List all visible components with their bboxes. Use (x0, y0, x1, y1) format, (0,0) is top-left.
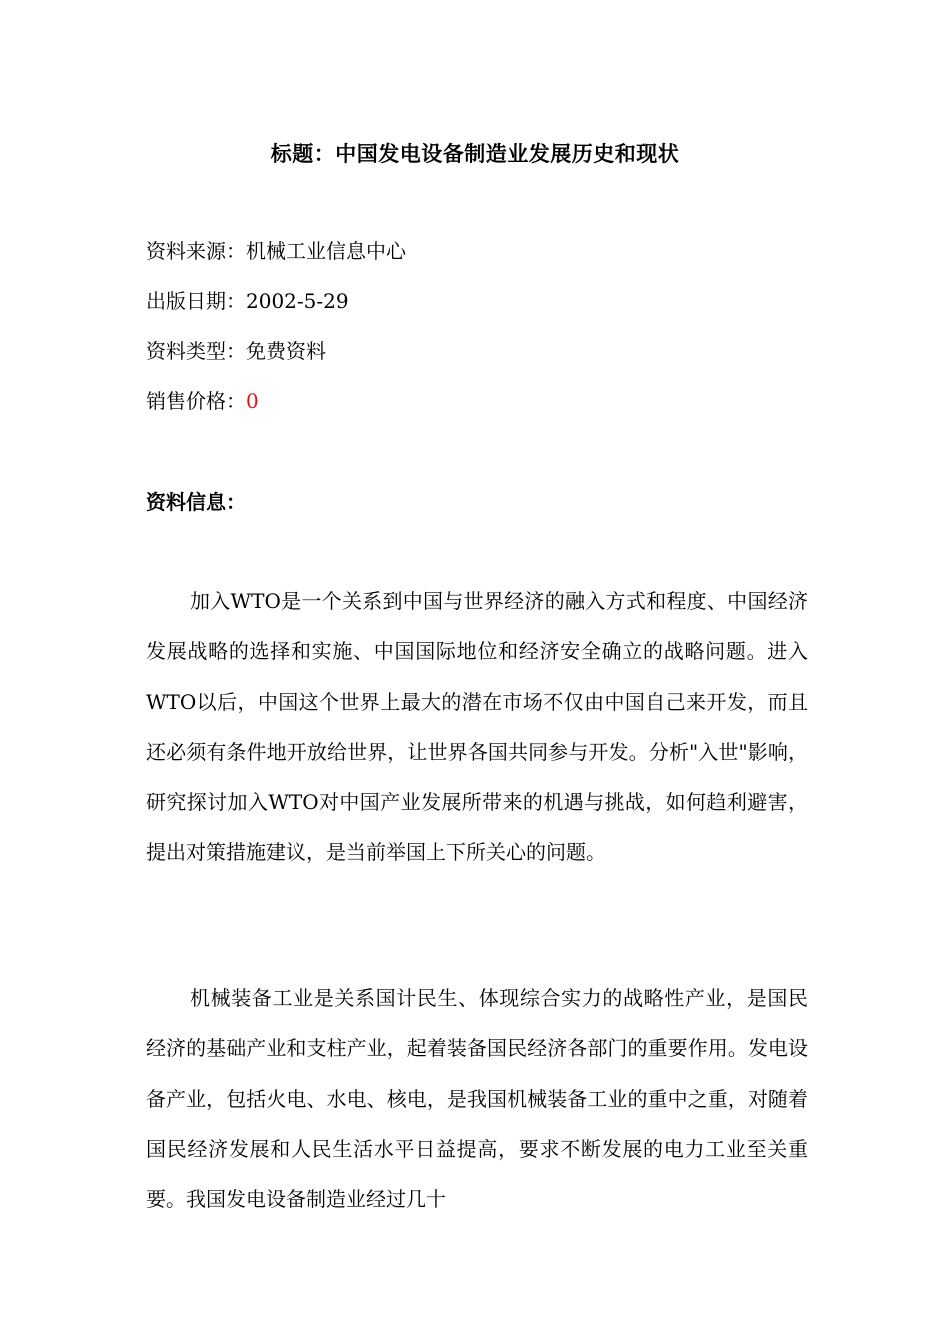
section-heading: 资料信息： (146, 490, 246, 514)
metadata-block (146, 237, 806, 437)
document-title: 标题：中国发电设备制造业发展历史和现状 (270, 141, 680, 166)
meta-price-value: 0 (246, 389, 259, 413)
meta-date-label: 出版日期： (146, 289, 246, 313)
meta-date-value: 2002-5-29 (246, 289, 349, 313)
meta-price (146, 387, 806, 437)
meta-price-label: 销售价格： (146, 389, 246, 413)
body-paragraph-2: 机械装备工业是关系国计民生、体现综合实力的战略性产业，是国民经济的基础产业和支柱产业，起着装备国民经济各部门的重要作用。发电设备产业，包括火电、水电、核电，是我国机械装备工业的重中之重，对随着国民经济发展和人民生活水平日益提高，要求不断发展的电力工业至关重要。我国发电设备制造业经过几十 (146, 986, 808, 1212)
meta-type-value: 免费资料 (246, 339, 326, 363)
meta-type-label: 资料类型： (146, 339, 246, 363)
meta-source (146, 237, 806, 287)
meta-source-value: 机械工业信息中心 (246, 239, 406, 263)
meta-source-label: 资料来源： (146, 239, 246, 263)
meta-type (146, 337, 806, 387)
meta-date (146, 287, 806, 337)
body-paragraph-1: 加入WTO是一个关系到中国与世界经济的融入方式和程度、中国经济发展战略的选择和实施、中国国际地位和经济安全确立的战略问题。进入WTO以后，中国这个世界上最大的潜在市场不仅由中国自己来开发，而且还必须有条件地开放给世界，让世界各国共同参与开发。分析"入世"影响，研究探讨加入WTO对中国产业发展所带来的机遇与挑战，如何趋利避害，提出对策措施建议，是当前举国上下所关心的问题。 (146, 589, 808, 865)
